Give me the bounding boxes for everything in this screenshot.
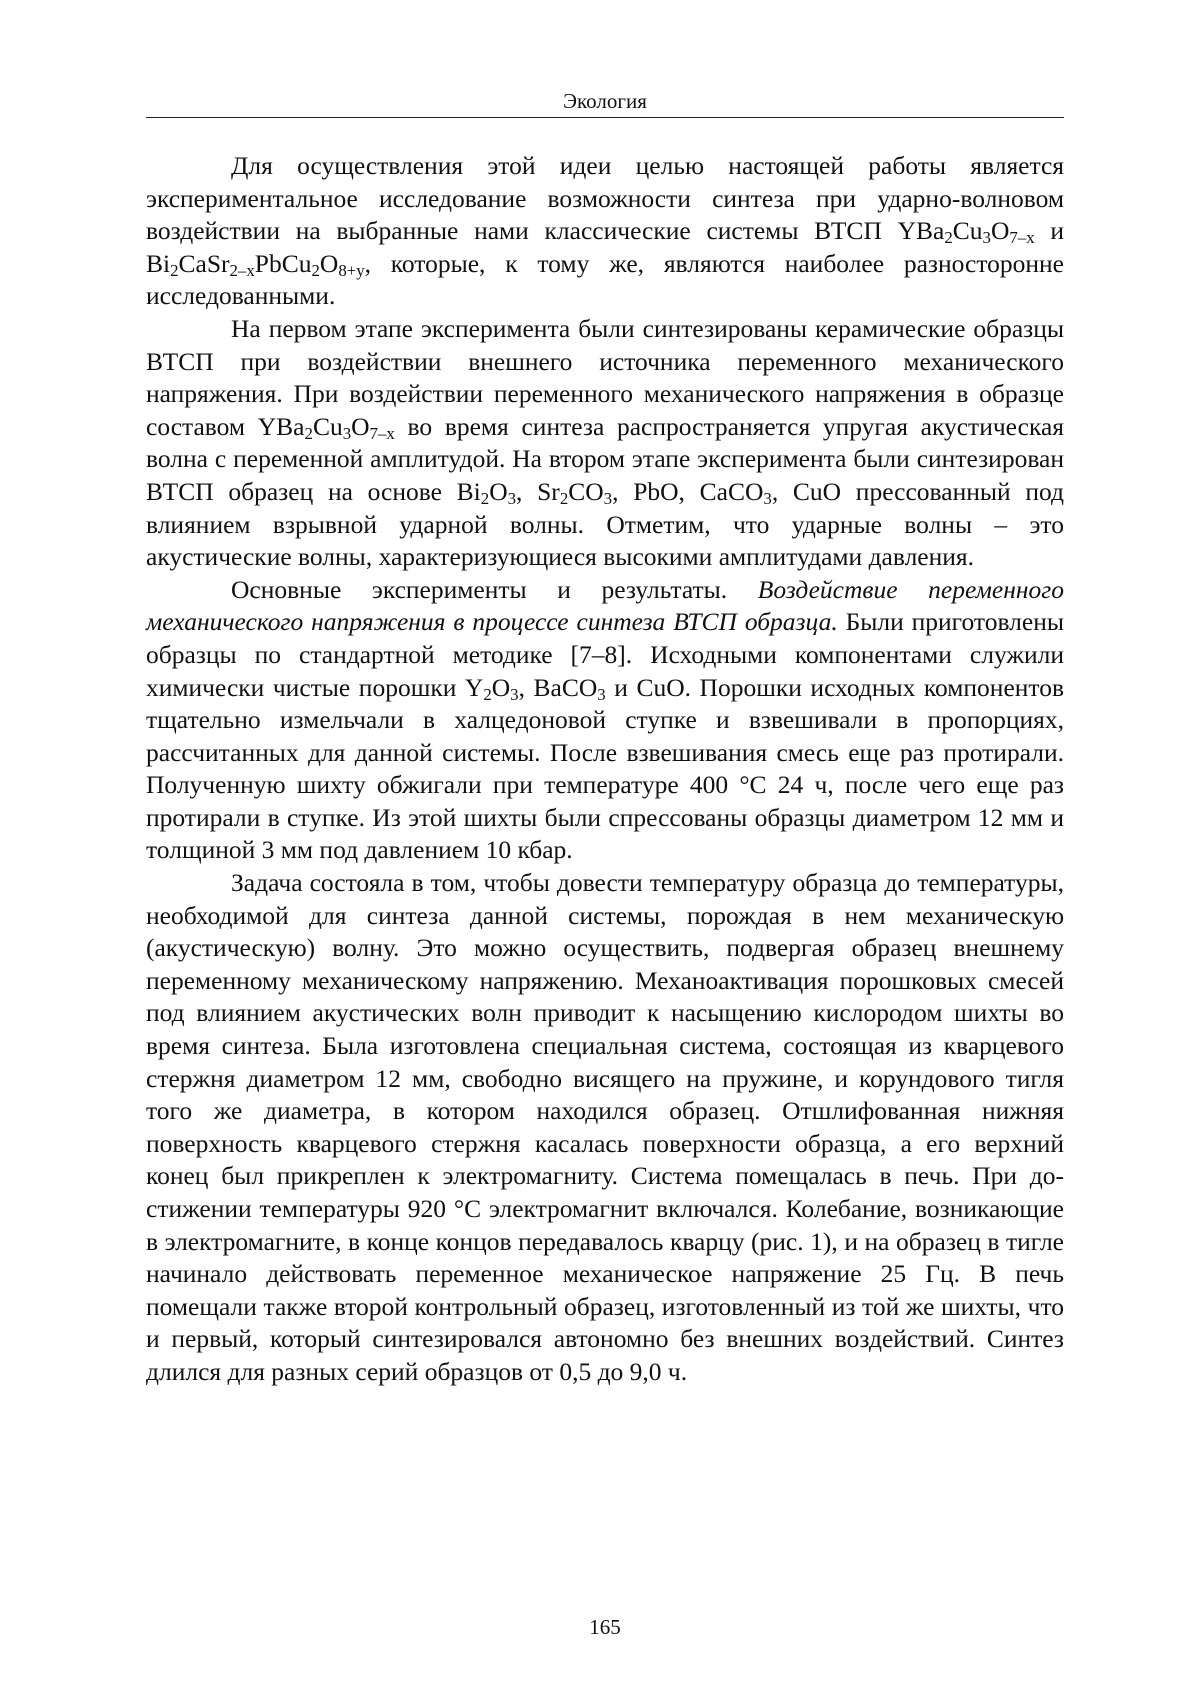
paragraph-3: Основные эксперименты и результаты. Воздействие переменного механического напряжения в процессе синтеза ВТСП образца. Были приготовлены образцы по стандартной методике [7–8]. Исходными компонентами служили химически чистые порошки $Y_2O_3$, BaCO$_3$ и CuO. Порошки исходных компонентов тщательно измельчали в халцедоновой ступке и взвешивали в пропорциях, рассчитанных для данной системы. После взвешивания смесь еще раз протирали. Полученную шихту обжигали при температуре 400 °С 24 ч, после чего еще раз протирали в ступке. Из этой шихты были спрессованы образцы диаметром 12 мм и толщиной 3 мм под давлением 10 кбар. — [146, 574, 1065, 865]
paragraph-2: На первом этапе эксперимента были синтезированы керамические образцы ВТСП при воздействии внешнего источника переменного механического напряжения. При воздействии переменного механического напряжения в образце составом $YBa_2Cu_3O_{7-x}$ во время синтеза распространяется упругая акустическая волна с переменной амплитудой. На втором этапе эксперимента были синтезирован ВТСП образец на основе $Bi_2O_3$, $Sr_2CO_3$, PbO, CaCO$_3$, CuO прессованный под влиянием взрывной ударной волны. Отметим, что ударные волны – это акустические волны, характеризующиеся высокими амплитудами давления. — [146, 313, 1064, 572]
header-rule — [146, 117, 1064, 118]
paragraph-1: Для осуществления этой идеи целью настоящей работы является экспериментальное исследование возможности синтеза при ударно-волновом воздействии на выбранные нами классические системы ВТСП $YBa_2Cu_3O_{7-x}$ и $Bi_2CaSr_{2-x}PbCu_2O_{8+y}$, которые, к тому же, являются наиболее разносторонне исследованными. — [146, 151, 1064, 311]
body-text — [146, 150, 1064, 1389]
section-heading-italic: Воздействие переменного механического напряжения в процессе синтеза ВТСП образца. — [146, 574, 1064, 637]
page-number: 165 — [589, 1615, 621, 1639]
paragraph-4: Задача состояла в том, чтобы довести температуру образца до температуры, необходимой для синтеза данной системы, порождая в нем механическую (акустическую) волну. Это можно осуществить, подвергая образец внешнему переменному механическому напряжению. Механоактивация порошковых смесей под влиянием акустических волн приводит к насыщению кислородом шихты во время синтеза. Была изготовлена специальная система, состоящая из кварцевого стержня диаметром 12 мм, свободно висящего на пружине, и корундового тигля того же диаметра, в котором находился образец. Отшлифованная нижняя поверхность кварцевого стержня касалась поверхности образца, а его верхний конец был прикреплен к электромагниту. Система помещалась в печь. При достижении температуры 920 °С электромагнит включался. Колебание, возникающие в электромагните, в конце концов передавалось кварцу (рис. 1), и на образец в тигле начинало действовать переменное механическое напряжение 25 Гц. В печь помещали также второй контрольный образец, изготовленный из той же шихты, что и первый, который синтезировался автономно без внешних воздействий. Синтез длился для разных серий образцов от 0,5 до 9,0 ч. — [146, 868, 1064, 1386]
running-head: Экология — [563, 89, 647, 113]
